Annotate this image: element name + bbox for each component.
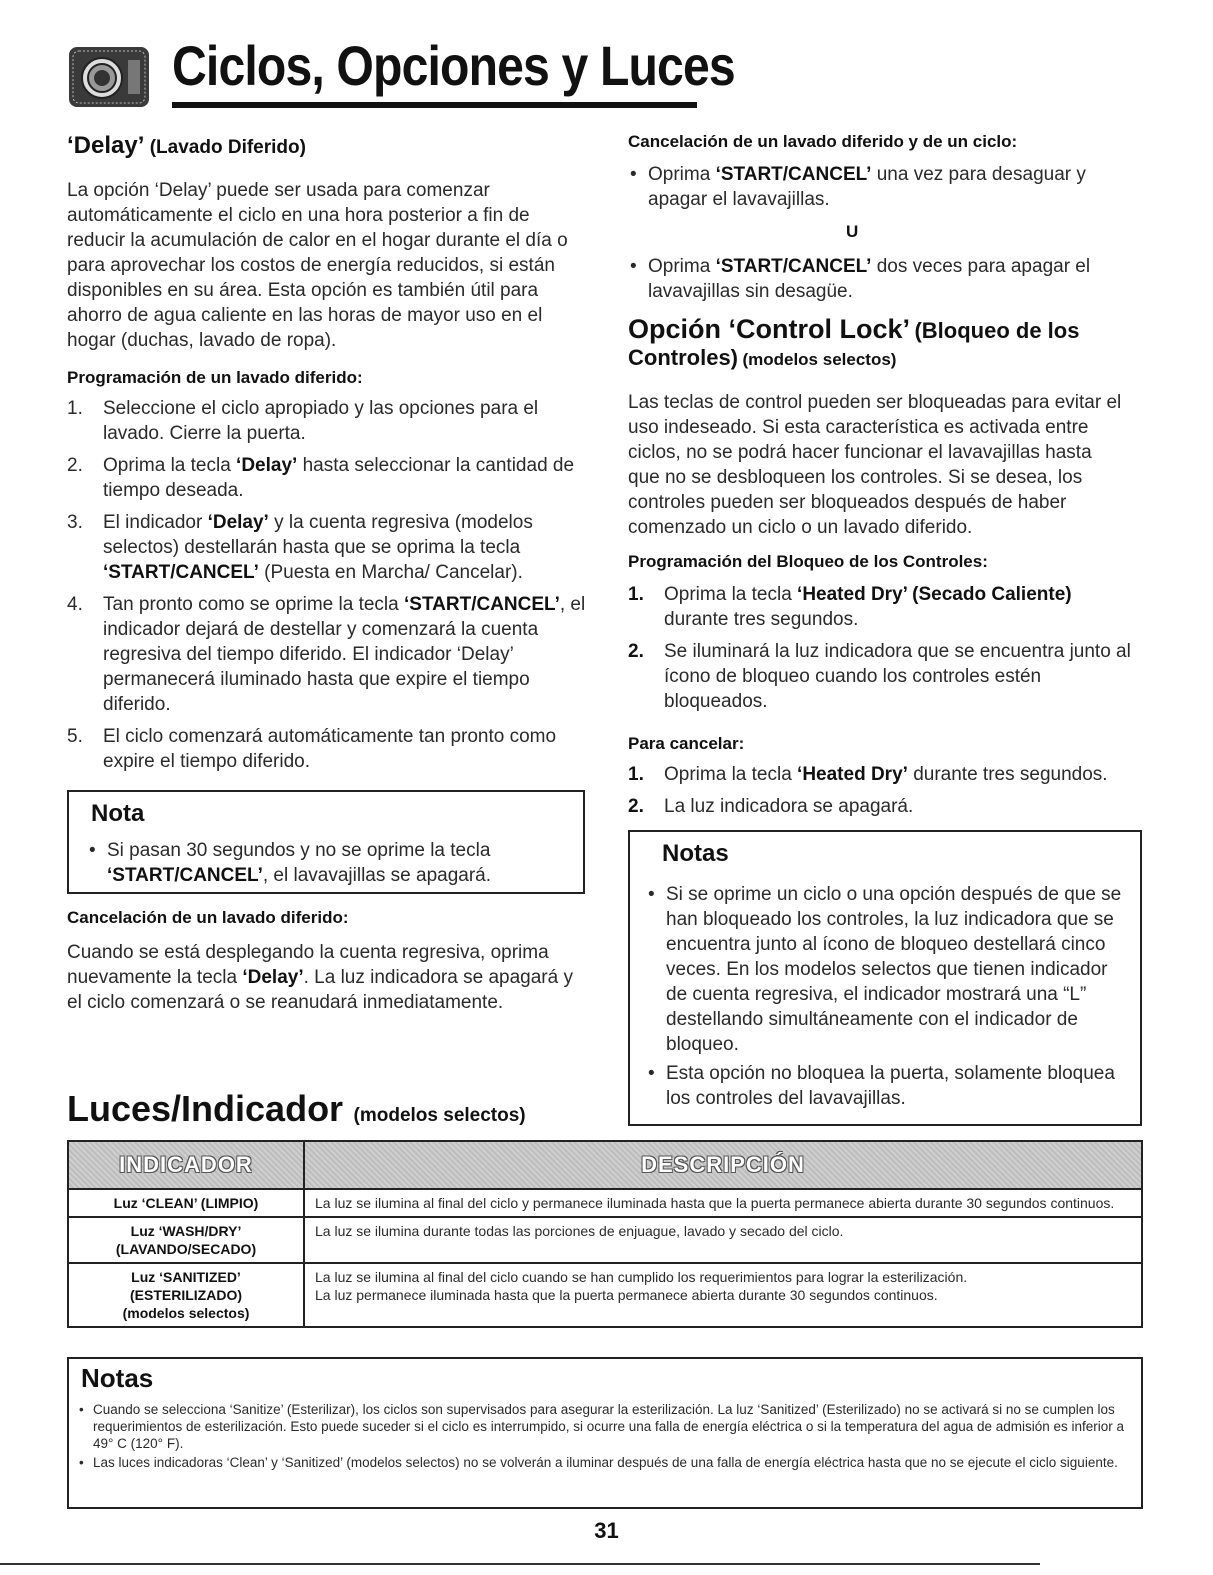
text-run: , el indicador dejará de destellar y comenzará la cuenta regresiva del tiempo diferido. El indicador ‘Delay’ permanecerá iluminado hasta que expire el tiempo diferido. <box>103 594 586 715</box>
note-item: • Si se oprime un ciclo o una opción después de que se han bloqueado los controles, la luz indicadora que se encuentra junto al ícono de bloqueo destellará cinco veces. En los modelos selectos que tienen indicador de cuenta regresiva, el indicador mostrará una “L” destellando simultáneamente con el indicador de bloqueo. <box>644 882 1124 1057</box>
description-line: La luz se ilumina al final del ciclo cuando se han cumplido los requerimientos para lograr la esterilización. <box>315 1269 968 1285</box>
text-run: (Puesta en Marcha/ Cancelar). <box>258 562 523 583</box>
cancel-both-bullet-1 <box>626 162 1126 212</box>
delay-intro: La opción ‘Delay’ puede ser usada para comenzar automáticamente el ciclo en una hora posterior a fin de reducir la acumulación de calor en el hogar durante el día o para aprovechar los costos de energía reducidos, si están disponibles en su área. Esta opción es también útil para ahorro de agua caliente en las horas de mayor uso en el hogar (duchas, lavado de ropa). <box>67 180 568 351</box>
delay-steps-list <box>67 396 587 781</box>
step-item <box>67 724 587 774</box>
step-number: 2. <box>628 641 644 662</box>
step-number: 5. <box>67 726 83 747</box>
lights-heading-main: Luces/Indicador <box>67 1088 344 1129</box>
note-item: • Cuando se selecciona ‘Sanitize’ (Esterilizar), los ciclos son supervisados para asegurar la esterilización. La luz ‘Sanitized’ (Esterilizado) no se activará si no se cumplen los requerimientos de esterilización. Esto puede suceder si el ciclo es interrumpido, si ocurre una falla de energía eléctrica o si la temperatura del agua de admisión es inferior a 49° C (120° F). <box>75 1401 1125 1452</box>
text-run: Oprima la tecla <box>664 584 798 605</box>
indicator-cell <box>68 1189 304 1217</box>
step-number: 3. <box>67 512 83 533</box>
text-run: El ciclo comenzará automáticamente tan pronto como expire el tiempo diferido. <box>103 726 557 772</box>
text-run: durante tres segundos. <box>664 609 859 630</box>
key-label: ‘START/CANCEL’ <box>715 164 872 185</box>
key-label: ‘Delay’ <box>207 512 269 533</box>
or-label: U <box>846 222 859 241</box>
key-label: ‘START/CANCEL’ <box>107 865 263 886</box>
step-number: 2. <box>628 796 644 817</box>
page-title: Ciclos, Opciones y Luces <box>172 34 735 97</box>
description-cell <box>304 1217 1142 1263</box>
control-lock-heading-paren: (Bloqueo de los <box>914 318 1080 343</box>
text-run: hasta seleccionar la cantidad de tiempo deseada. <box>103 455 575 501</box>
text-run: y la cuenta regresiva (modelos selectos) destellarán hasta que se oprima la tecla <box>103 512 533 558</box>
control-lock-heading-line2: Controles) <box>628 345 738 370</box>
indicator-line: (LAVANDO/SECADO) <box>115 1241 257 1257</box>
note-item: • Las luces indicadoras ‘Clean’ y ‘Sanitized’ (modelos selectos) no se volverán a iluminar después de una falla de energía eléctrica hasta que no se ejecute el ciclo siguiente. <box>75 1454 1125 1471</box>
lights-table <box>67 1140 1143 1328</box>
key-label: ‘START/CANCEL’ <box>715 256 872 277</box>
cancel-both-heading: Cancelación de un lavado diferido y de un ciclo: <box>628 132 1018 151</box>
step-number: 1. <box>628 584 644 605</box>
text-run: una vez para desaguar y apagar el lavavajillas. <box>648 164 1086 210</box>
description-cell <box>304 1189 1142 1217</box>
control-lock-steps <box>628 582 1138 721</box>
step-item <box>67 396 587 446</box>
key-label: ‘Heated Dry’ <box>797 764 908 785</box>
nota-item <box>85 838 575 888</box>
control-lock-heading-main: Opción ‘Control Lock’ <box>628 314 910 344</box>
text-run: dos veces para apagar el lavavajillas sin desagüe. <box>648 256 1091 302</box>
delay-cancel-heading: Cancelación de un lavado diferido: <box>67 908 349 927</box>
step-item <box>628 639 1138 714</box>
note-item: • Esta opción no bloquea la puerta, solamente bloquea los controles del lavavajillas. <box>644 1061 1124 1111</box>
step-number: 1. <box>67 398 83 419</box>
control-lock-heading-small: (modelos selectos) <box>742 350 897 369</box>
delay-heading <box>67 132 306 161</box>
text-run: Se iluminará la luz indicadora que se encuentra junto al ícono de bloqueo cuando los controles estén bloqueados. <box>664 641 1131 712</box>
control-lock-cancel-steps <box>628 762 1138 826</box>
indicator-line: Luz ‘CLEAN’ (LIMPIO) <box>113 1195 259 1211</box>
description-line: La luz permanece iluminada hasta que la puerta permanece abierta durante 30 segundos continuos. <box>315 1287 938 1303</box>
notas-box <box>628 830 1142 1126</box>
nota-box <box>67 790 585 894</box>
text-run: durante tres segundos. <box>907 764 1108 785</box>
text-run: Oprima la tecla <box>103 455 237 476</box>
step-item <box>628 762 1138 787</box>
lights-notas-box <box>67 1357 1143 1509</box>
text-run: Oprima la tecla <box>664 764 798 785</box>
delay-heading-main: ‘Delay’ <box>67 132 144 159</box>
dishwasher-control-icon <box>68 46 150 108</box>
table-row <box>68 1217 1142 1263</box>
indicator-cell <box>68 1217 304 1263</box>
cancel-both-bullet-2 <box>626 254 1126 304</box>
key-label: ‘Delay’ <box>242 967 304 988</box>
step-number: 2. <box>67 455 83 476</box>
delay-heading-sub: (Lavado Diferido) <box>149 137 306 158</box>
lights-notas-title: Notas <box>81 1363 154 1393</box>
text-run: Seleccione el ciclo apropiado y las opciones para el lavado. Cierre la puerta. <box>103 398 539 444</box>
key-label: ‘Delay’ <box>236 455 298 476</box>
indicator-cell <box>68 1263 304 1327</box>
text-run: La luz indicadora se apagará. <box>664 796 914 817</box>
col-descripcion: DESCRIPCIÓN <box>304 1141 1142 1189</box>
control-lock-program-heading: Programación del Bloqueo de los Controles: <box>628 552 988 571</box>
lights-heading-small: (modelos selectos) <box>353 1105 526 1126</box>
key-label: ‘Heated Dry’ (Secado Caliente) <box>797 584 1072 605</box>
description-line: La luz se ilumina durante todas las porciones de enjuague, lavado y secado del ciclo. <box>315 1223 844 1239</box>
key-label: ‘START/CANCEL’ <box>404 594 560 615</box>
nota-title: Nota <box>91 800 145 827</box>
step-item <box>67 510 587 585</box>
delay-program-heading: Programación de un lavado diferido: <box>67 368 363 387</box>
key-label: ‘START/CANCEL’ <box>103 562 259 583</box>
table-row <box>68 1263 1142 1327</box>
title-rule <box>172 102 697 108</box>
lights-heading <box>67 1088 526 1130</box>
indicator-line: (ESTERILIZADO) <box>130 1287 242 1303</box>
text-run: Oprima <box>648 256 716 277</box>
text-run: Tan pronto como se oprime la tecla <box>103 594 404 615</box>
text-run: Cuando se está desplegando la cuenta regresiva, oprima nuevamente la tecla <box>67 942 549 988</box>
step-item <box>67 453 587 503</box>
indicator-line: Luz ‘SANITIZED’ <box>131 1269 241 1285</box>
table-row <box>68 1189 1142 1217</box>
text-run: Si pasan 30 segundos y no se oprime la tecla <box>107 840 491 861</box>
indicator-line: Luz ‘WASH/DRY’ <box>130 1223 242 1239</box>
page-number: 31 <box>594 1518 619 1543</box>
text-run: . La luz indicadora se apagará y el ciclo comenzará o se reanudará inmediatamente. <box>67 967 573 1013</box>
control-lock-heading <box>628 314 1148 371</box>
text-run: , el lavavajillas se apagará. <box>262 865 492 886</box>
step-number: 1. <box>628 764 644 785</box>
step-item <box>67 592 587 717</box>
notas-title: Notas <box>662 840 729 867</box>
text-run: El indicador <box>103 512 208 533</box>
description-line: La luz se ilumina al final del ciclo y permanece iluminada hasta que la puerta permanece abierta durante 30 segundos continuos. <box>315 1195 1115 1211</box>
indicator-line: (modelos selectos) <box>122 1305 250 1321</box>
delay-cancel-text <box>67 940 587 1015</box>
step-item <box>628 794 1138 819</box>
col-indicador: INDICADOR <box>68 1141 304 1189</box>
step-number: 4. <box>67 594 83 615</box>
step-item <box>628 582 1138 632</box>
text-run: Oprima <box>648 164 716 185</box>
description-cell <box>304 1263 1142 1327</box>
bottom-rule <box>0 1563 1040 1565</box>
control-lock-cancel-heading: Para cancelar: <box>628 734 745 753</box>
control-lock-intro: Las teclas de control pueden ser bloqueadas para evitar el uso indeseado. Si esta característica es activada entre ciclos, no se podrá hacer funcionar el lavavajillas hasta que no se desbloqueen los controles. Si se desea, los controles pueden ser bloqueados después de haber comenzado un ciclo o un lavado diferido. <box>628 392 1122 538</box>
